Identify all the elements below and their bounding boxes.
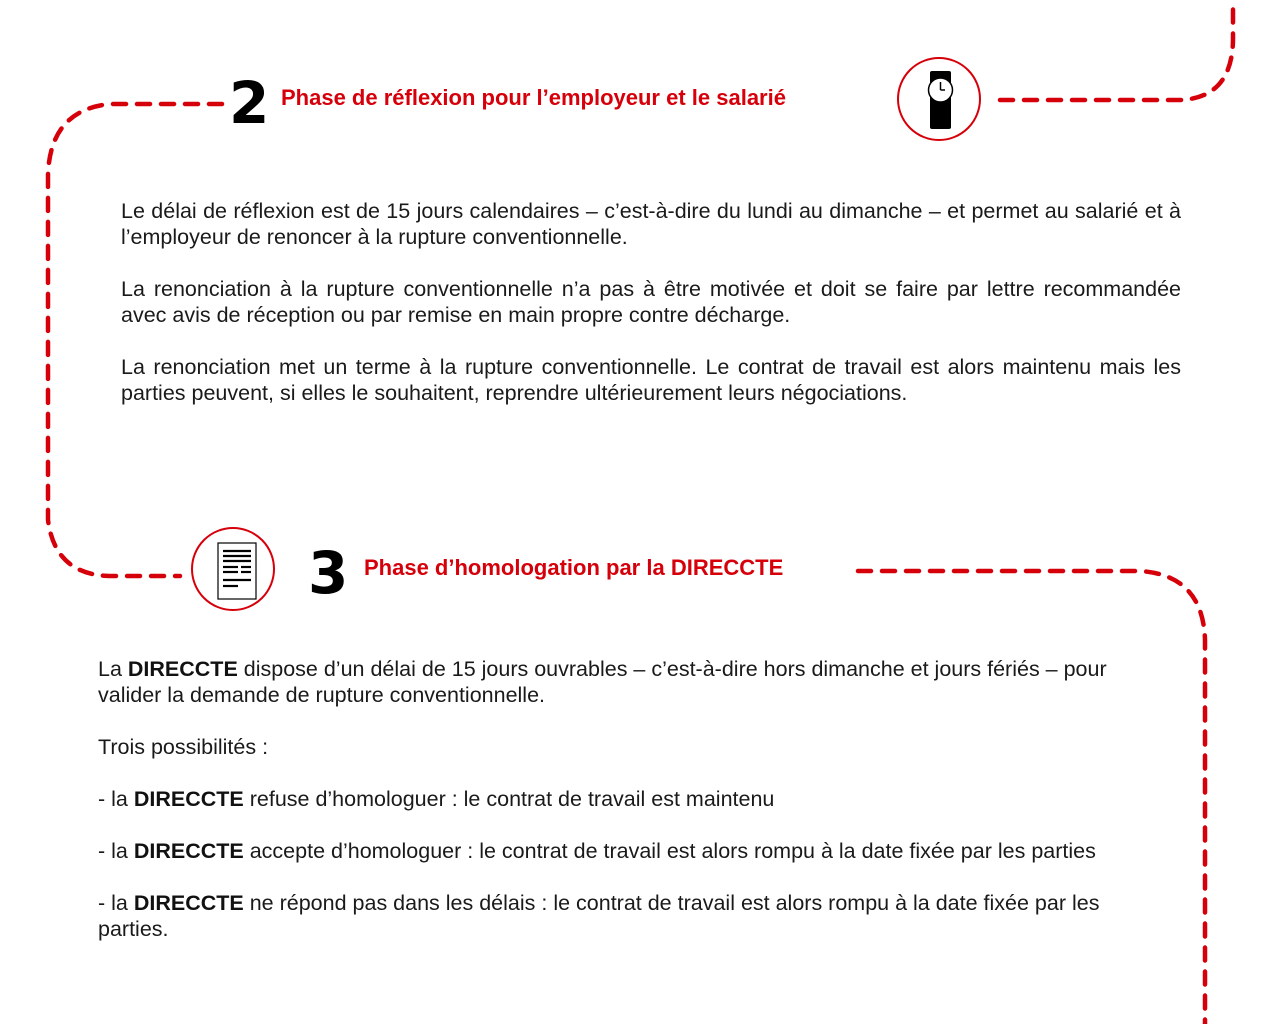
directcte-term: DIRECCTE bbox=[133, 787, 244, 811]
possibility-item: - la DIRECCTE refuse d’homologuer : le contrat de travail est maintenu bbox=[98, 787, 775, 811]
path-top-right-segment bbox=[1000, 0, 1233, 100]
phase-2-number: 2 bbox=[229, 69, 270, 137]
phase-2-body bbox=[121, 198, 1181, 432]
directcte-term: DIRECCTE bbox=[133, 839, 244, 863]
possibilities-label: Trois possibilités : bbox=[98, 735, 269, 759]
phase-3-title: Phase d’homologation par la DIRECCTE bbox=[364, 555, 784, 580]
phase-3-number: 3 bbox=[308, 539, 349, 607]
phase-3-intro: La DIRECCTE dispose d’un délai de 15 jours ouvrables – c’est-à-dire hors dimanche et jours fériés – pour valider la demande de rupture conventionnelle. bbox=[98, 657, 1107, 707]
phase-2-icon-circle bbox=[897, 57, 981, 141]
phase-2-paragraph: La renonciation à la rupture conventionnelle n’a pas à être motivée et doit se faire par lettre recommandée avec avis de réception ou par remise en main propre contre décharge. bbox=[121, 277, 1181, 327]
phase-2-paragraph: Le délai de réflexion est de 15 jours calendaires – c’est-à-dire du lundi au dimanche – et permet au salarié et à l’employeur de renoncer à la rupture conventionnelle. bbox=[121, 199, 1181, 249]
wristwatch-icon bbox=[899, 59, 979, 139]
phase-2-paragraph: La renonciation met un terme à la rupture conventionnelle. Le contrat de travail est alors maintenu mais les parties peuvent, si elles le souhaitent, reprendre ultérieurement leurs négociations. bbox=[121, 355, 1181, 405]
phase-3-icon-circle bbox=[191, 527, 275, 611]
directcte-term: DIRECCTE bbox=[127, 657, 238, 681]
phase-2-title: Phase de réflexion pour l’employeur et le salarié bbox=[281, 85, 786, 110]
possibility-item: - la DIRECCTE ne répond pas dans les délais : le contrat de travail est alors rompu à la date fixée par les parties. bbox=[98, 891, 1100, 941]
phase-3-body bbox=[98, 656, 1138, 968]
document-icon bbox=[193, 529, 273, 609]
directcte-term: DIRECCTE bbox=[133, 891, 244, 915]
possibility-item: - la DIRECCTE accepte d’homologuer : le contrat de travail est alors rompu à la date fixée par les parties bbox=[98, 839, 1096, 863]
